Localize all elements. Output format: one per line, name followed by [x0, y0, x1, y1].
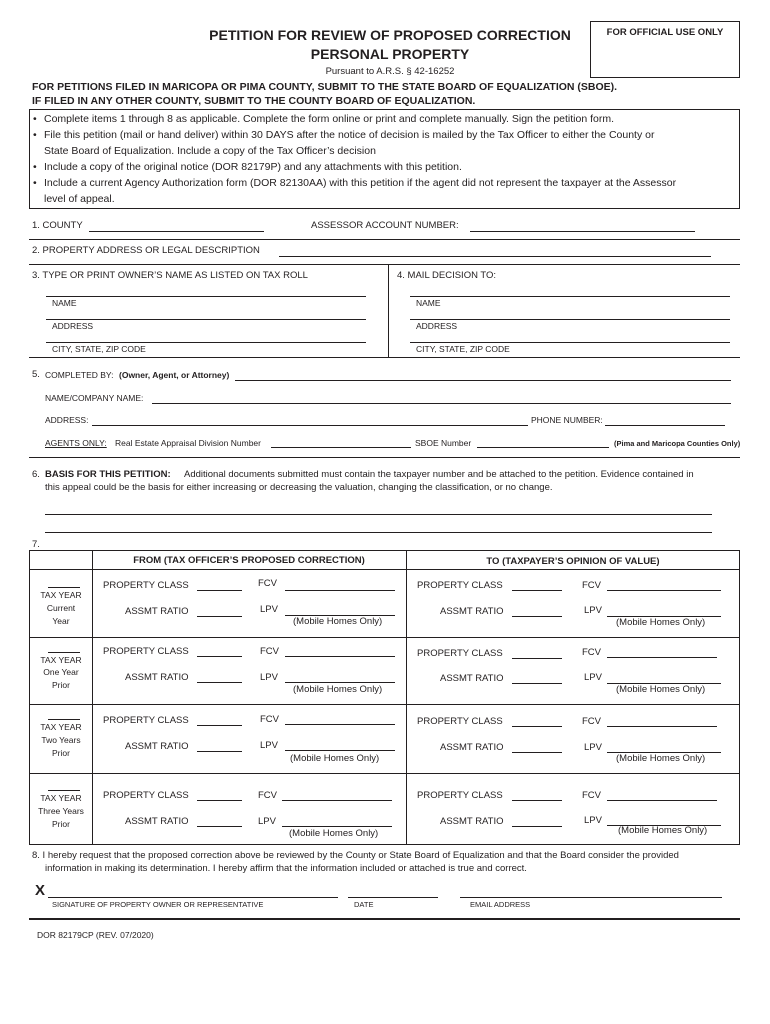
mail-address-field[interactable]	[410, 319, 730, 320]
to-property-class-field[interactable]	[512, 658, 562, 659]
to-assm-ratio-field[interactable]	[512, 616, 562, 617]
basis-field[interactable]	[45, 532, 712, 533]
from-property-class-label: PROPERTY CLASS	[103, 646, 189, 657]
divider	[29, 264, 740, 265]
tax-year-period: Prior	[52, 819, 70, 829]
address-label: ADDRESS:	[45, 415, 89, 425]
email-field[interactable]	[460, 897, 722, 898]
phone-field[interactable]	[605, 425, 725, 426]
tax-year-field[interactable]	[48, 719, 80, 720]
basis-text: Additional documents submitted must contain the taxpayer number and be attached to the petition. Evidence contained in	[184, 469, 694, 480]
from-fcv-label: FCV	[258, 790, 277, 801]
to-assm-ratio-field[interactable]	[512, 752, 562, 753]
form-title-line1: PETITION FOR REVIEW OF PROPOSED CORRECTION	[209, 27, 571, 43]
assessor-account-label: ASSESSOR ACCOUNT NUMBER:	[311, 220, 459, 231]
owner-city-field[interactable]	[46, 342, 366, 343]
to-property-class-field[interactable]	[512, 726, 562, 727]
from-fcv-field[interactable]	[285, 656, 395, 657]
statute-reference: Pursuant to A.R.S. § 42-16252	[325, 66, 455, 77]
completed-by-field[interactable]	[235, 380, 731, 381]
tax-year-period: Prior	[52, 748, 70, 758]
mobile-homes-note: (Mobile Homes Only)	[293, 616, 383, 627]
mail-city-field[interactable]	[410, 342, 730, 343]
mobile-homes-note: (Mobile Homes Only)	[616, 684, 706, 695]
name-company-field[interactable]	[152, 403, 731, 404]
filing-notice-line1: FOR PETITIONS FILED IN MARICOPA OR PIMA COUNTY, SUBMIT TO THE STATE BOARD OF EQUALIZATION (SBOE).	[32, 81, 618, 93]
name-company-label: NAME/COMPANY NAME:	[45, 393, 144, 403]
to-assm-ratio-field[interactable]	[512, 826, 562, 827]
from-fcv-field[interactable]	[282, 800, 392, 801]
column-divider	[92, 550, 93, 845]
from-lpv-label: LPV	[260, 740, 278, 751]
to-lpv-label: LPV	[584, 815, 602, 826]
to-fcv-field[interactable]	[607, 800, 717, 801]
to-fcv-field[interactable]	[607, 726, 717, 727]
from-assm-ratio-field[interactable]	[197, 616, 242, 617]
mail-decision-title: 4. MAIL DECISION TO:	[397, 270, 497, 281]
address-field[interactable]	[92, 425, 528, 426]
to-property-class-field[interactable]	[512, 590, 562, 591]
tax-year-period: Prior	[52, 680, 70, 690]
tax-year-field[interactable]	[48, 652, 80, 653]
signature-x-mark: X	[35, 882, 46, 899]
from-lpv-label: LPV	[258, 816, 276, 827]
pima-maricopa-note: (Pima and Maricopa Counties Only)	[614, 439, 741, 448]
mobile-homes-note: (Mobile Homes Only)	[293, 684, 383, 695]
from-assm-ratio-label: ASSMT RATIO	[125, 816, 189, 827]
from-fcv-label: FCV	[260, 646, 279, 657]
bullet-icon: •	[33, 113, 37, 125]
from-column-header: FROM (TAX OFFICER’S PROPOSED CORRECTION)	[133, 555, 365, 566]
mobile-homes-note: (Mobile Homes Only)	[290, 753, 380, 764]
date-caption: DATE	[354, 900, 374, 909]
owner-address-field[interactable]	[46, 319, 366, 320]
tax-year-label: TAX YEAR	[40, 655, 82, 665]
divider	[29, 357, 740, 358]
to-property-class-label: PROPERTY CLASS	[417, 648, 503, 659]
basis-label: BASIS FOR THIS PETITION:	[45, 469, 171, 480]
from-property-class-field[interactable]	[197, 656, 242, 657]
tax-year-period: Current	[46, 603, 76, 613]
from-assm-ratio-field[interactable]	[197, 751, 242, 752]
to-lpv-label: LPV	[584, 672, 602, 683]
mail-name-field[interactable]	[410, 296, 730, 297]
row-divider	[29, 637, 740, 638]
from-property-class-field[interactable]	[197, 800, 242, 801]
mail-address-caption: ADDRESS	[416, 321, 458, 331]
divider	[29, 457, 740, 458]
from-fcv-field[interactable]	[285, 590, 395, 591]
instruction-item: level of appeal.	[44, 193, 115, 205]
from-fcv-label: FCV	[260, 714, 279, 725]
tax-year-field[interactable]	[48, 790, 80, 791]
instruction-item: File this petition (mail or hand deliver) within 30 DAYS after the notice of decision is mailed by the Tax Officer to either the County or	[44, 129, 655, 141]
bullet-icon: •	[33, 177, 37, 189]
form-title-line2: PERSONAL PROPERTY	[310, 46, 470, 62]
to-fcv-field[interactable]	[607, 590, 721, 591]
official-use-label: FOR OFFICIAL USE ONLY	[606, 27, 724, 38]
from-property-class-label: PROPERTY CLASS	[103, 580, 189, 591]
mobile-homes-note: (Mobile Homes Only)	[616, 617, 706, 628]
owner-address-caption: ADDRESS	[52, 321, 94, 331]
from-property-class-field[interactable]	[197, 590, 242, 591]
mobile-homes-note: (Mobile Homes Only)	[289, 828, 379, 839]
tax-year-period: Year	[52, 616, 70, 626]
from-lpv-label: LPV	[260, 672, 278, 683]
tax-year-period: One Year	[43, 667, 79, 677]
to-fcv-label: FCV	[582, 716, 601, 727]
from-fcv-label: FCV	[258, 578, 277, 589]
mail-name-caption: NAME	[416, 298, 441, 308]
table-item-number: 7.	[32, 539, 40, 550]
completed-by-number: 5.	[32, 369, 40, 380]
filing-notice-line2: IF FILED IN ANY OTHER COUNTY, SUBMIT TO THE COUNTY BOARD OF EQUALIZATION.	[32, 95, 476, 107]
to-fcv-label: FCV	[582, 647, 601, 658]
email-caption: EMAIL ADDRESS	[470, 900, 531, 909]
tax-year-period: Two Years	[41, 735, 81, 745]
signature-caption: SIGNATURE OF PROPERTY OWNER OR REPRESENTATIVE	[52, 900, 264, 909]
county-label: 1. COUNTY	[32, 220, 83, 231]
to-lpv-label: LPV	[584, 605, 602, 616]
to-fcv-field[interactable]	[607, 657, 717, 658]
property-address-field[interactable]	[279, 256, 711, 257]
instruction-item: Complete items 1 through 8 as applicable. Complete the form online or print and complete manually. Sign the petition form.	[44, 113, 615, 125]
from-lpv-field[interactable]	[285, 682, 395, 683]
agents-only-label: AGENTS ONLY:	[45, 438, 107, 448]
basis-text: this appeal could be the basis for either increasing or decreasing the valuation, changing the classification, or no change.	[45, 482, 553, 493]
to-assm-ratio-label: ASSMT RATIO	[440, 606, 504, 617]
appraisal-division-field[interactable]	[271, 447, 411, 448]
from-assm-ratio-field[interactable]	[197, 682, 242, 683]
mobile-homes-note: (Mobile Homes Only)	[618, 825, 708, 836]
row-divider	[29, 773, 740, 774]
to-property-class-label: PROPERTY CLASS	[417, 580, 503, 591]
to-column-header: TO (TAXPAYER’S OPINION OF VALUE)	[486, 556, 660, 567]
from-assm-ratio-label: ASSMT RATIO	[125, 672, 189, 683]
basis-number: 6.	[32, 469, 40, 480]
row-divider	[29, 704, 740, 705]
phone-label: PHONE NUMBER:	[531, 415, 603, 425]
owner-name-title: 3. TYPE OR PRINT OWNER’S NAME AS LISTED ON TAX ROLL	[32, 270, 308, 281]
instruction-item: Include a copy of the original notice (DOR 82179P) and any attachments with this petition.	[44, 161, 462, 173]
to-property-class-field[interactable]	[512, 800, 562, 801]
to-fcv-label: FCV	[582, 790, 601, 801]
to-assm-ratio-label: ASSMT RATIO	[440, 816, 504, 827]
owner-name-caption: NAME	[52, 298, 77, 308]
to-property-class-label: PROPERTY CLASS	[417, 716, 503, 727]
completed-by-options: (Owner, Agent, or Attorney)	[119, 370, 230, 380]
sboe-number-label: SBOE Number	[415, 438, 472, 448]
instruction-item: State Board of Equalization. Include a copy of the Tax Officer’s decision	[44, 145, 376, 157]
signature-field[interactable]	[48, 897, 338, 898]
from-lpv-label: LPV	[260, 604, 278, 615]
owner-name-field[interactable]	[46, 296, 366, 297]
assessor-account-field[interactable]	[470, 231, 695, 232]
tax-year-label: TAX YEAR	[40, 793, 82, 803]
sboe-number-field[interactable]	[477, 447, 609, 448]
certification-text: information in making its determination. I hereby affirm that the information included or attached is true and correct.	[45, 863, 527, 874]
from-assm-ratio-label: ASSMT RATIO	[125, 741, 189, 752]
owner-city-caption: CITY, STATE, ZIP CODE	[52, 344, 146, 354]
tax-year-period: Three Years	[38, 806, 84, 816]
column-divider	[406, 550, 407, 845]
bullet-icon: •	[33, 161, 37, 173]
divider	[29, 239, 740, 240]
from-lpv-field[interactable]	[285, 750, 395, 751]
to-fcv-label: FCV	[582, 580, 601, 591]
date-field[interactable]	[348, 897, 438, 898]
from-assm-ratio-label: ASSMT RATIO	[125, 606, 189, 617]
appraisal-division-label: Real Estate Appraisal Division Number	[115, 438, 261, 448]
section-divider	[388, 264, 389, 357]
tax-year-label: TAX YEAR	[40, 722, 82, 732]
property-address-label: 2. PROPERTY ADDRESS OR LEGAL DESCRIPTION	[32, 245, 260, 256]
form-number: DOR 82179CP (REV. 07/2020)	[37, 930, 154, 940]
bullet-icon: •	[33, 129, 37, 141]
certification-text: 8. I hereby request that the proposed correction above be reviewed by the County or State Board of Equalization and that the Board consider the provided	[32, 850, 679, 861]
to-assm-ratio-field[interactable]	[512, 683, 562, 684]
to-assm-ratio-label: ASSMT RATIO	[440, 673, 504, 684]
from-lpv-field[interactable]	[282, 826, 392, 827]
tax-year-field[interactable]	[48, 587, 80, 588]
to-assm-ratio-label: ASSMT RATIO	[440, 742, 504, 753]
mobile-homes-note: (Mobile Homes Only)	[616, 753, 706, 764]
instruction-item: Include a current Agency Authorization form (DOR 82130AA) with this petition if the agent did not represent the taxpayer at the Assessor	[44, 177, 677, 189]
to-lpv-label: LPV	[584, 742, 602, 753]
from-assm-ratio-field[interactable]	[197, 826, 242, 827]
to-property-class-label: PROPERTY CLASS	[417, 790, 503, 801]
from-property-class-label: PROPERTY CLASS	[103, 715, 189, 726]
mail-city-caption: CITY, STATE, ZIP CODE	[416, 344, 510, 354]
header-divider	[29, 569, 740, 570]
official-use-box	[590, 21, 740, 78]
from-property-class-label: PROPERTY CLASS	[103, 790, 189, 801]
footer-rule	[29, 918, 740, 920]
from-fcv-field[interactable]	[285, 724, 395, 725]
from-property-class-field[interactable]	[197, 725, 242, 726]
county-field[interactable]	[89, 231, 264, 232]
basis-field[interactable]	[45, 514, 712, 515]
completed-by-label: COMPLETED BY:	[45, 370, 114, 380]
tax-year-label: TAX YEAR	[40, 590, 82, 600]
